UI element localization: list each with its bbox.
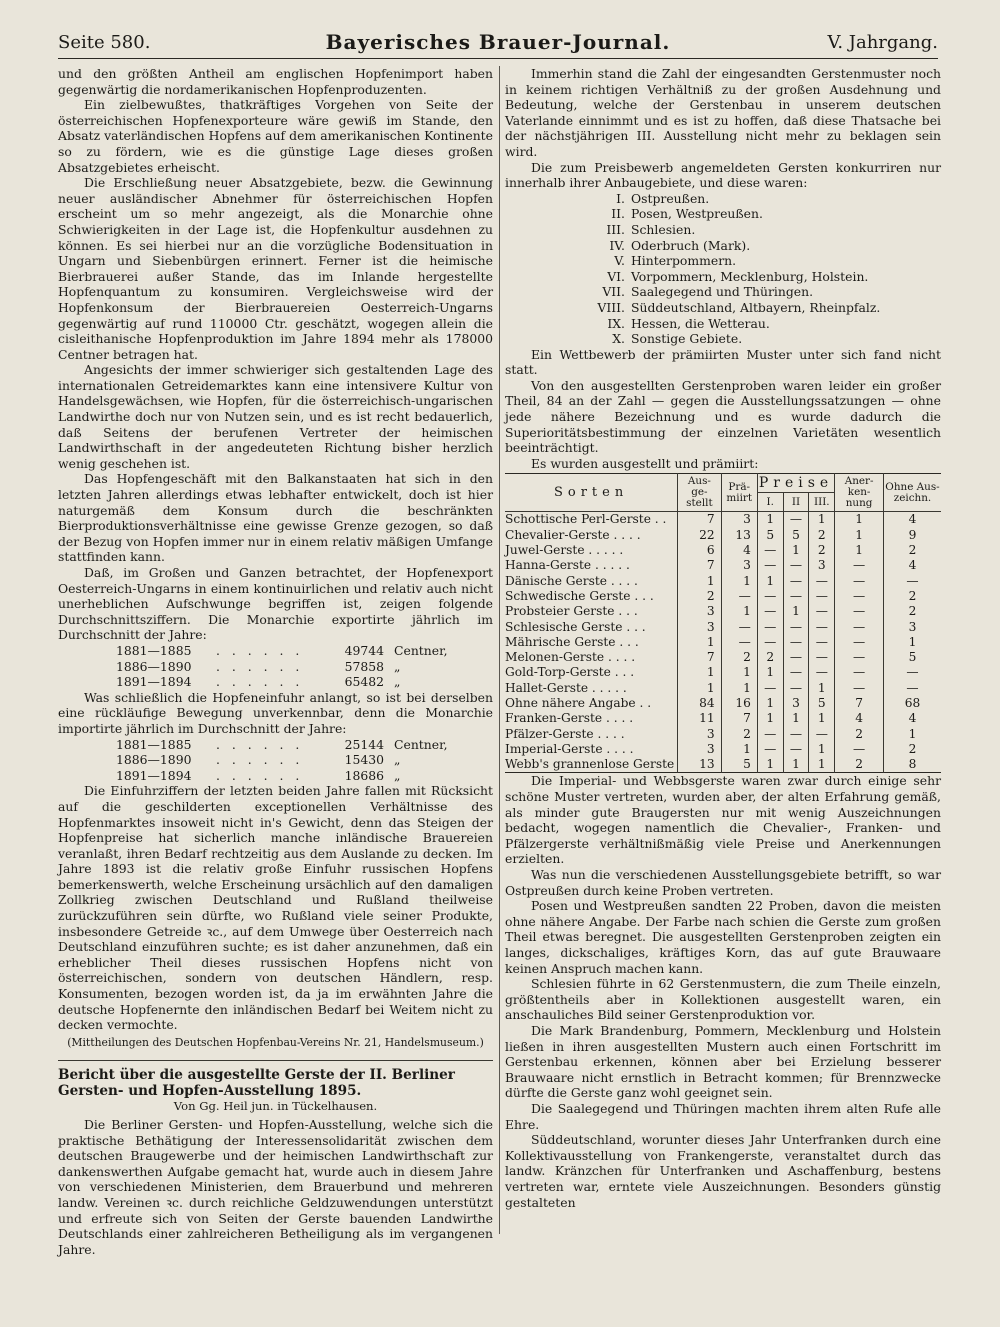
table-cell: 1 xyxy=(757,512,783,528)
table-cell: — xyxy=(757,543,783,558)
table-row xyxy=(505,650,941,665)
table-cell: — xyxy=(783,574,809,589)
table-row xyxy=(505,543,941,558)
table-cell-name: Probsteier Gerste . . . xyxy=(505,604,638,619)
table-cell: — xyxy=(757,742,783,757)
table-cell-name: Melonen-Gerste . . . . xyxy=(505,650,636,665)
table-cell: — xyxy=(783,665,809,680)
paragraph: Die Mark Brandenburg, Pommern, Mecklenburg und Holstein ließen in ihren ausgestellten Mustern auch einen Fortschritt im Gerstenbau erkennen, können aber bei Erzielung besserer Brauwaare nicht ernstlich in Betracht kommen; für Brennzwecke dürfte die Gerste ganz wohl geeignet sein. xyxy=(505,1022,941,1101)
table-cell: 1 xyxy=(783,543,809,558)
table-cell: — xyxy=(783,620,809,635)
table-cell: 4 xyxy=(835,711,884,726)
table-cell: — xyxy=(809,635,835,650)
list-item: 1891—1894 . . . . . . 65482 „ xyxy=(116,674,401,690)
journal-title: Bayerisches Brauer-Journal. xyxy=(325,30,671,54)
table-cell-name: Schwedische Gerste . . . xyxy=(505,588,654,603)
table-cell: — xyxy=(757,635,783,650)
paragraph: Die Einfuhrziffern der letzten beiden Jahre fallen mit Rücksicht auf die geschilderten exceptionellen Verhältnisse des Hopfenmarktes insoweit nicht in's Gewicht, denn das Steigen der Hopfenpreise hat sicherlich manche inländische Brauereien veranlaßt, ihren Bedarf rechtzeitig aus dem Auslande zu decken. Im Jahre 1893 ist die relativ große Einfuhr russischen Hopfens bemerkenswerth, welche Erscheinung ursächlich auf den damaligen Zollkrieg zwischen Deutschland und Rußland theilweise zurückzuführen sein dürfte, wo Rußland viele seiner Produkte, insbesondere Getreide ꝛc., auf dem Umwege über Oesterreich nach Deutschland einzuführen suchte; es ist daher anzunehmen, daß ein erheblicher Theil dieses russischen Hopfens nicht von österreichischen, sondern von deutschen Händlern, resp. Konsumenten, bezogen worden ist, da ja im erwähnten Jahre die deutsche Hopfenernte den inländischen Bedarf bei Weitem nicht zu decken vermochte. xyxy=(58,783,493,1033)
table-cell: 2 xyxy=(721,650,757,665)
table-row xyxy=(505,558,941,573)
table-cell: 5 xyxy=(783,528,809,543)
table-header-row xyxy=(505,474,941,493)
table-cell-name: Mährische Gerste . . . xyxy=(505,634,639,649)
table-cell: — xyxy=(809,574,835,589)
table-cell: 7 xyxy=(835,696,884,711)
table-cell: 1 xyxy=(721,742,757,757)
table-cell: 1 xyxy=(678,681,721,696)
table-cell: 1 xyxy=(721,665,757,680)
table-cell: — xyxy=(835,665,884,680)
table-cell-name: Hallet-Gerste . . . . . xyxy=(505,680,627,695)
table-cell: 1 xyxy=(809,757,835,773)
paragraph: Daß, im Großen und Ganzen betrachtet, der Hopfenexport Oesterreich-Ungarns in einem kontinuirlichen und relativ auch nicht unerheblichen Aufschwunge begriffen ist, zeigen folgende Durchschnittsziffern. Die Monarchie exportirte jährlich im Durchschnitt der Jahre: xyxy=(58,565,493,643)
col-praemiirt: Prä- miirt xyxy=(721,474,757,512)
list-item: I. Ostpreußen. xyxy=(616,190,710,206)
table-cell: — xyxy=(809,727,835,742)
col-anerkennung: Aner- ken- nung xyxy=(835,474,884,512)
table-cell-name: Gold-Torp-Gerste . . . xyxy=(505,665,635,680)
table-cell: 6 xyxy=(678,543,721,558)
table-cell: — xyxy=(757,558,783,573)
table-cell: 1 xyxy=(835,528,884,543)
table-cell: — xyxy=(721,620,757,635)
table-cell: 1 xyxy=(835,543,884,558)
table-cell-name: Juwel-Gerste . . . . . xyxy=(505,543,624,558)
table-cell: — xyxy=(809,604,835,619)
paragraph: Die Saalegegend und Thüringen machten ihrem alten Rufe alle Ehre. xyxy=(505,1100,941,1132)
list-item: 1881—1885 . . . . . . 49744 Centner, xyxy=(116,642,448,658)
table-cell-name: Chevalier-Gerste . . . . xyxy=(505,527,641,542)
table-cell: 3 xyxy=(783,696,809,711)
table-cell: 1 xyxy=(678,665,721,680)
table-cell: 3 xyxy=(884,620,941,635)
table-cell: 5 xyxy=(809,696,835,711)
table-cell: 1 xyxy=(757,757,783,773)
paragraph: Die Imperial- und Webbsgerste waren zwar durch einige sehr schöne Muster vertreten, wurden aber, der alten Erfahrung gemäß, als minder gute Braugersten nur mit wenig Auszeichnungen bedacht, wogegen namentlich die Chevalier-, Franken- und Pfälzergerste verhältnißmäßig viele Preise und Anerkennungen erzielten. xyxy=(505,773,941,867)
table-cell: — xyxy=(783,727,809,742)
table-cell: 1 xyxy=(721,574,757,589)
table-cell: 2 xyxy=(884,543,941,558)
table-cell: 3 xyxy=(721,558,757,573)
table-cell: 2 xyxy=(884,742,941,757)
table-cell-name: Pfälzer-Gerste . . . . xyxy=(505,726,625,741)
table-cell: 2 xyxy=(835,727,884,742)
table-row xyxy=(505,681,941,696)
table-cell: 1 xyxy=(721,604,757,619)
table-cell: — xyxy=(757,681,783,696)
table-cell: — xyxy=(721,635,757,650)
list-item: X. Sonstige Gebiete. xyxy=(612,331,743,347)
table-cell: 3 xyxy=(678,742,721,757)
table-cell: 1 xyxy=(884,727,941,742)
list-item: II. Posen, Westpreußen. xyxy=(611,206,763,222)
table-cell: 8 xyxy=(884,757,941,773)
table-cell: — xyxy=(783,512,809,528)
list-item: VIII. Süddeutschland, Altbayern, Rheinpfalz. xyxy=(597,299,881,315)
table-cell: 7 xyxy=(678,650,721,665)
table-cell: — xyxy=(809,665,835,680)
table-cell: 1 xyxy=(884,635,941,650)
table-cell: 11 xyxy=(678,711,721,726)
table-cell: — xyxy=(783,742,809,757)
paragraph: und den größten Antheil am englischen Hopfenimport haben gegenwärtig die nordamerikanischen Hopfenproduzenten. xyxy=(58,66,493,97)
paragraph: Immerhin stand die Zahl der eingesandten Gerstenmuster noch in keinem richtigen Verhältniß zu der großen Ausdehnung und Bedeutung, welche der Gerstenbau in unserem deutschen Vaterlande einnimmt und es ist zu hoffen, daß diese Thatsache bei der nächstjährigen III. Ausstellung nicht mehr zu beklagen sein wird. xyxy=(505,66,941,159)
paragraph: Von den ausgestellten Gerstenproben waren leider ein großer Theil, 84 an der Zahl — gegen die Ausstellungssatzungen — ohne jede nähere Bezeichnung und es wurde dadurch die Superioritätsbestimmung der einzelnen Varietäten wesentlich beeinträchtigt. xyxy=(505,377,941,456)
table-row xyxy=(505,589,941,604)
table-row xyxy=(505,512,941,528)
table-cell: 2 xyxy=(884,604,941,619)
table-cell: — xyxy=(835,635,884,650)
table-cell-name: Schottische Perl-Gerste . . xyxy=(505,512,667,527)
table-row xyxy=(505,620,941,635)
table-cell: 5 xyxy=(721,757,757,773)
paragraph: Die zum Preisbewerb angemeldeten Gersten konkurriren nur innerhalb ihrer Anbaugebiete, und diese waren: xyxy=(505,159,941,191)
list-item: IX. Hessen, die Wetterau. xyxy=(607,315,770,331)
table-cell: 22 xyxy=(678,528,721,543)
col-sorten: Sorten xyxy=(505,474,678,512)
table-cell: — xyxy=(757,589,783,604)
paragraph: Schlesien führte in 62 Gerstenmustern, die zum Theile einzeln, größtentheils aber in Kollektionen ausgestellt waren, ein anschauliches Bild seiner Gerstenproduktion vor. xyxy=(505,976,941,1023)
table-cell: 68 xyxy=(884,696,941,711)
table-cell: 2 xyxy=(757,650,783,665)
section-rule xyxy=(58,1060,493,1061)
table-cell: — xyxy=(835,742,884,757)
table-row xyxy=(505,696,941,711)
table-cell: — xyxy=(809,650,835,665)
table-cell-name: Imperial-Gerste . . . . xyxy=(505,741,634,756)
col-ohne: Ohne Aus- zeichn. xyxy=(884,474,941,512)
table-cell: 1 xyxy=(678,574,721,589)
table-cell: — xyxy=(884,665,941,680)
table-cell: 2 xyxy=(678,589,721,604)
table-cell: 2 xyxy=(809,543,835,558)
table-cell: 84 xyxy=(678,696,721,711)
table-cell: 1 xyxy=(809,742,835,757)
table-cell: — xyxy=(835,681,884,696)
table-cell: 5 xyxy=(757,528,783,543)
table-cell: — xyxy=(757,604,783,619)
table-cell: — xyxy=(835,574,884,589)
table-cell: — xyxy=(835,604,884,619)
table-cell: — xyxy=(783,635,809,650)
table-cell: 1 xyxy=(809,512,835,528)
paragraph: Die Berliner Gersten- und Hopfen-Ausstellung, welche sich die praktische Bethätigung der Interessensolidarität zwischen dem deutschen Braugewerbe und der heimischen Landwirthschaft zur dankenswerthen Aufgabe gemacht hat, wurde auch in diesem Jahre von verschiedenen Ministerien, dem Brauerbund und mehreren landw. Vereinen ꝛc. durch reichliche Geldzuwendungen unterstützt und erfreute sich von Seiten der Gerste bauenden Landwirthe Deutschlands einer zahlreicheren Betheiligung als im vergangenen Jahre. xyxy=(58,1117,493,1257)
table-cell: — xyxy=(884,574,941,589)
table-row xyxy=(505,757,941,773)
table-cell-name: Dänische Gerste . . . . xyxy=(505,573,638,588)
list-item: VI. Vorpommern, Mecklenburg, Holstein. xyxy=(607,268,869,284)
table-cell: — xyxy=(835,650,884,665)
article-byline: Von Gg. Heil jun. in Tückelhausen. xyxy=(173,1099,378,1114)
col-preis-2: II xyxy=(783,493,809,512)
table-cell: 4 xyxy=(884,558,941,573)
table-cell: 2 xyxy=(835,757,884,773)
table-row xyxy=(505,574,941,589)
region-list xyxy=(505,191,941,347)
table-cell: 1 xyxy=(757,696,783,711)
table-cell: — xyxy=(835,589,884,604)
table-cell: 3 xyxy=(721,512,757,528)
table-cell: 1 xyxy=(809,711,835,726)
paragraph: Was nun die verschiedenen Ausstellungsgebiete betrifft, so war Ostpreußen durch keine Proben vertreten. xyxy=(505,867,941,898)
col-preise: Preise xyxy=(758,474,834,491)
paragraph: Es wurden ausgestellt und prämiirt: xyxy=(531,455,759,471)
paragraph: Ein zielbewußtes, thatkräftiges Vorgehen von Seite der österreichischen Hopfenexporteure wäre gewiß im Stande, den Absatz vaterländischen Hopfens auf dem amerikanischen Kontinente so zu fördern, wie es die günstige Lage dieses großen Absatzgebietes erheischt. xyxy=(58,97,493,175)
page-header xyxy=(58,28,938,59)
paragraph: Das Hopfengeschäft mit den Balkanstaaten hat sich in den letzten Jahren allerdings etwas lebhafter entwickelt, doch ist hier naturgemäß dem Konsum durch die beschränkten Bierproduktionsverhältnisse eine gewisse Grenze gezogen, so daß der Bezug von Hopfen immer nur in einem relativ mäßigen Umfange stattfinden kann. xyxy=(58,471,493,565)
source-note: (Mittheilungen des Deutschen Hopfenbau-Vereins Nr. 21, Handelsmuseum.) xyxy=(67,1035,484,1049)
export-list xyxy=(58,643,493,690)
table-cell: 7 xyxy=(678,512,721,528)
table-cell-name: Hanna-Gerste . . . . . xyxy=(505,558,630,573)
table-cell: 5 xyxy=(884,650,941,665)
list-item: IV. Oderbruch (Mark). xyxy=(609,237,751,253)
table-cell: 9 xyxy=(884,528,941,543)
table-cell-name: Webb's grannenlose Gerste xyxy=(505,757,675,772)
table-cell: 4 xyxy=(721,543,757,558)
table-cell: — xyxy=(783,650,809,665)
table-cell: — xyxy=(757,620,783,635)
col-preis-1: I. xyxy=(757,493,783,512)
table-cell: 2 xyxy=(721,727,757,742)
table-cell: 16 xyxy=(721,696,757,711)
paragraph: Ein Wettbewerb der prämiirten Muster unter sich fand nicht statt. xyxy=(505,346,941,378)
paragraph: Süddeutschland, worunter dieses Jahr Unterfranken durch eine Kollektivausstellung von Frankengerste, veranstaltet durch das landw. Kränzchen für Unterfranken und Aschaffenburg, bestens vertreten war, erntete viele Auszeichnungen. Besonders günstig gestalteten xyxy=(505,1132,941,1210)
col-ausgestellt: Aus- ge- stellt xyxy=(678,474,721,512)
table-cell: 1 xyxy=(721,681,757,696)
table-cell: — xyxy=(783,558,809,573)
table-cell: 1 xyxy=(678,635,721,650)
table-cell: 3 xyxy=(809,558,835,573)
paragraph: Posen und Westpreußen sandten 22 Proben, davon die meisten ohne nähere Angabe. Der Farbe nach schien die Gerste zum großen Theil etwas beregnet. Die ausgestellten Gerstenproben zeigten ein langes, dickschaliges, kräftiges Korn, das auf gute Brauwaare keinen Anspruch machen kann. xyxy=(505,898,941,976)
barley-table xyxy=(505,473,941,773)
table-cell: — xyxy=(884,681,941,696)
table-cell: 3 xyxy=(678,620,721,635)
table-cell: — xyxy=(783,681,809,696)
table-cell: 7 xyxy=(721,711,757,726)
list-item: III. Schlesien. xyxy=(606,221,696,237)
table-cell: — xyxy=(757,727,783,742)
table-cell: 4 xyxy=(884,711,941,726)
list-item: 1891—1894 . . . . . . 18686 „ xyxy=(116,767,401,783)
paragraph: Was schließlich die Hopfeneinfuhr anlangt, so ist bei derselben eine rückläufige Bewegung unverkennbar, denn die Monarchie importirte jährlich im Durchschnitt der Jahre: xyxy=(58,689,493,736)
paragraph: Angesichts der immer schwieriger sich gestaltenden Lage des internationalen Getreidemarktes kann eine intensivere Kultur von Handelsgewächsen, wie Hopfen, für die österreichisch-ungarischen Landwirthe doch nur von Nutzen sein, und es ist recht bedauerlich, daß Seitens der berufenen Vertreter der heimischen Landwirthschaft in der angedeuteten Richtung bisher herzlich wenig geschehen ist. xyxy=(58,362,493,471)
table-row xyxy=(505,665,941,680)
list-item: 1886—1890 . . . . . . 57858 „ xyxy=(116,658,401,674)
table-cell: — xyxy=(783,589,809,604)
table-cell: 4 xyxy=(884,512,941,528)
list-item: VII. Saalegegend und Thüringen. xyxy=(602,284,814,300)
table-cell: 2 xyxy=(809,528,835,543)
table-cell: 3 xyxy=(678,604,721,619)
table-cell-name: Ohne nähere Angabe . . xyxy=(505,696,652,710)
table-cell: 13 xyxy=(678,757,721,773)
table-cell: — xyxy=(809,589,835,604)
table-cell: 1 xyxy=(783,604,809,619)
table-cell: 1 xyxy=(757,665,783,680)
table-cell: 1 xyxy=(757,711,783,726)
table-cell: 13 xyxy=(721,528,757,543)
table-cell: 1 xyxy=(783,757,809,773)
table-cell: 7 xyxy=(678,558,721,573)
table-cell: — xyxy=(835,620,884,635)
list-item: 1881—1885 . . . . . . 25144 Centner, xyxy=(116,736,448,752)
table-row xyxy=(505,635,941,650)
list-item: V. Hinterpommern. xyxy=(614,253,737,269)
page-number: Seite 580. xyxy=(58,32,151,53)
table-cell-name: Schlesische Gerste . . . xyxy=(505,619,646,634)
col-preis-3: III. xyxy=(809,493,835,512)
table-cell: 3 xyxy=(678,727,721,742)
paragraph: Die Erschließung neuer Absatzgebiete, bezw. die Gewinnung neuer ausländischer Abnehmer für österreichischen Hopfen erscheint um so mehr angezeigt, als die Monarchie ohne Schwierigkeiten in der Lage ist, die Hopfenkultur ausdehnen zu können. Es sei hierbei nur an die vorzügliche Bodensituation in Ungarn und Siebenbürgen erinnert. Ferner ist die heimische Bierbrauerei außer Stande, das im Inlande hergestellte Hopfenquantum zu konsumiren. Vergleichsweise wird der Hopfenkonsum der Bierbrauereien Oesterreich-Ungarns gegenwärtig auf rund 110000 Ctr. geschätzt, wogegen allein die cisleithanische Hopfenproduktion im Jahre 1894 mehr als 178000 Centner betragen hat. xyxy=(58,175,493,362)
table-row xyxy=(505,711,941,726)
table-cell-name: Franken-Gerste . . . . xyxy=(505,711,634,726)
column-divider xyxy=(499,66,500,1234)
table-row xyxy=(505,528,941,543)
table-cell: 1 xyxy=(835,512,884,528)
table-cell: — xyxy=(835,558,884,573)
table-cell: 1 xyxy=(783,711,809,726)
article-heading: Bericht über die ausgestellte Gerste der II. Berliner Gersten- und Hopfen-Ausstellung 1895. xyxy=(58,1067,455,1100)
table-cell: — xyxy=(809,620,835,635)
volume-label: V. Jahrgang. xyxy=(827,32,938,53)
table-cell: 1 xyxy=(757,574,783,589)
left-column xyxy=(58,66,493,1257)
list-item: 1886—1890 . . . . . . 15430 „ xyxy=(116,752,401,768)
table-cell: — xyxy=(721,589,757,604)
table-cell: 1 xyxy=(809,681,835,696)
table-row xyxy=(505,727,941,742)
table-row xyxy=(505,604,941,619)
right-column xyxy=(505,66,941,1210)
table-cell: 2 xyxy=(884,589,941,604)
table-row xyxy=(505,742,941,757)
import-list xyxy=(58,737,493,784)
